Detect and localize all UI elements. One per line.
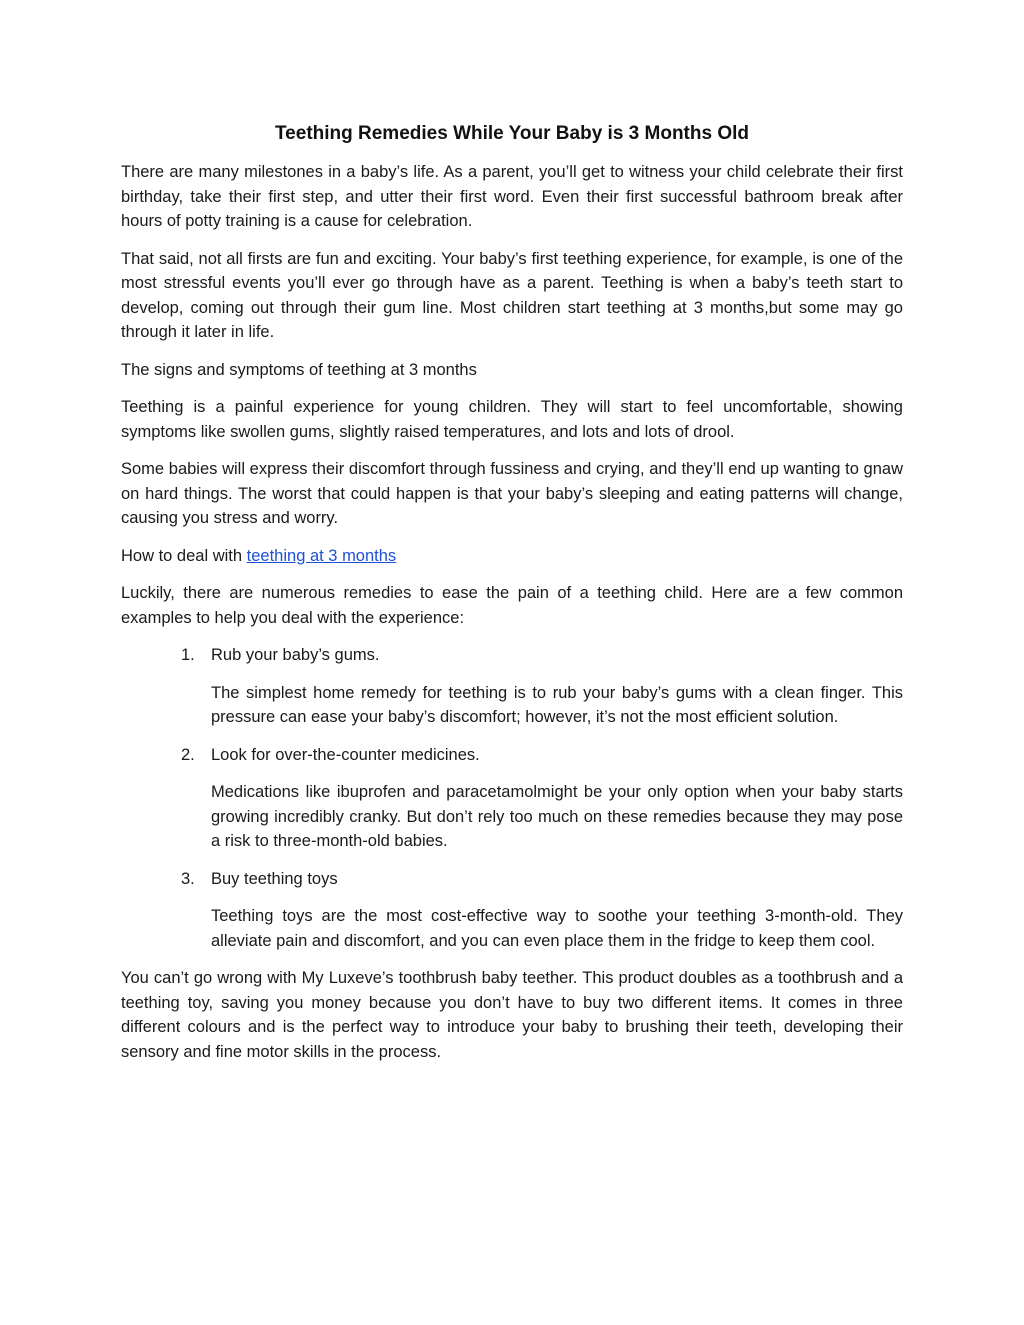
list-item-title: Buy teething toys [211, 869, 338, 888]
deal-heading-prefix: How to deal with [121, 546, 247, 565]
list-item [121, 867, 903, 954]
document-title: Teething Remedies While Your Baby is 3 Months Old [274, 123, 750, 144]
list-item-number: 1. [181, 646, 195, 664]
signs-paragraph-2: Some babies will express their discomfort through fussiness and crying, and they’ll end up wanting to gnaw on hard things. The worst that could happen is that your baby’s sleeping and eating patterns will change, causing you stress and worry. [121, 460, 903, 527]
list-item-title: Rub your baby’s gums. [211, 646, 380, 664]
list-item-number: 2. [181, 745, 195, 764]
intro-paragraph-2: That said, not all firsts are fun and exciting. Your baby’s first teething experience, for example, is one of the most stressful events you’ll ever go through have as a parent. Teething is when a baby’s teeth start to develop, coming out through their gum line. Most children start teething at 3 months,but some may go through it later in life. [121, 249, 903, 341]
list-item-body: Medications like ibuprofen and paracetamolmight be your only option when your baby starts growing incredibly cranky. But don’t rely too much on these remedies because they may pose a risk to three-month-old babies. [211, 783, 903, 850]
closing-paragraph: You can’t go wrong with My Luxeve’s toothbrush baby teether. This product doubles as a toothbrush and a teething toy, saving you money because you don’t have to buy two different items. It comes in three different colours and is the perfect way to introduce your baby to brushing their teeth, developing their sensory and fine motor skills in the process. [121, 969, 903, 1061]
document-page [121, 118, 903, 1077]
deal-heading [121, 544, 903, 569]
list-item [121, 743, 903, 854]
list-item-title: Look for over-the-counter medicines. [211, 745, 480, 764]
list-item-body: Teething toys are the most cost-effective way to soothe your teething 3-month-old. They alleviate pain and discomfort, and you can even place them in the fridge to keep them cool. [211, 907, 903, 950]
list-item-number: 3. [181, 869, 195, 888]
signs-heading: The signs and symptoms of teething at 3 months [121, 360, 477, 379]
remedies-intro: Luckily, there are numerous remedies to ease the pain of a teething child. Here are a few common examples to help you deal with the experience: [121, 584, 903, 627]
teething-link[interactable]: teething at 3 months [246, 546, 397, 565]
remedies-list [121, 643, 903, 953]
list-item-body: The simplest home remedy for teething is to rub your baby’s gums with a clean finger. This pressure can ease your baby’s discomfort; however, it’s not the most efficient solution. [211, 683, 903, 726]
signs-paragraph-1: Teething is a painful experience for young children. They will start to feel uncomfortable, showing symptoms like swollen gums, slightly raised temperatures, and lots and lots of drool. [121, 398, 903, 441]
intro-paragraph-1: There are many milestones in a baby’s life. As a parent, you’ll get to witness your child celebrate their first birthday, take their first step, and utter their first word. Even their first successful bathroom break after hours of potty training is a cause for celebration. [121, 163, 903, 230]
list-item [121, 643, 903, 730]
